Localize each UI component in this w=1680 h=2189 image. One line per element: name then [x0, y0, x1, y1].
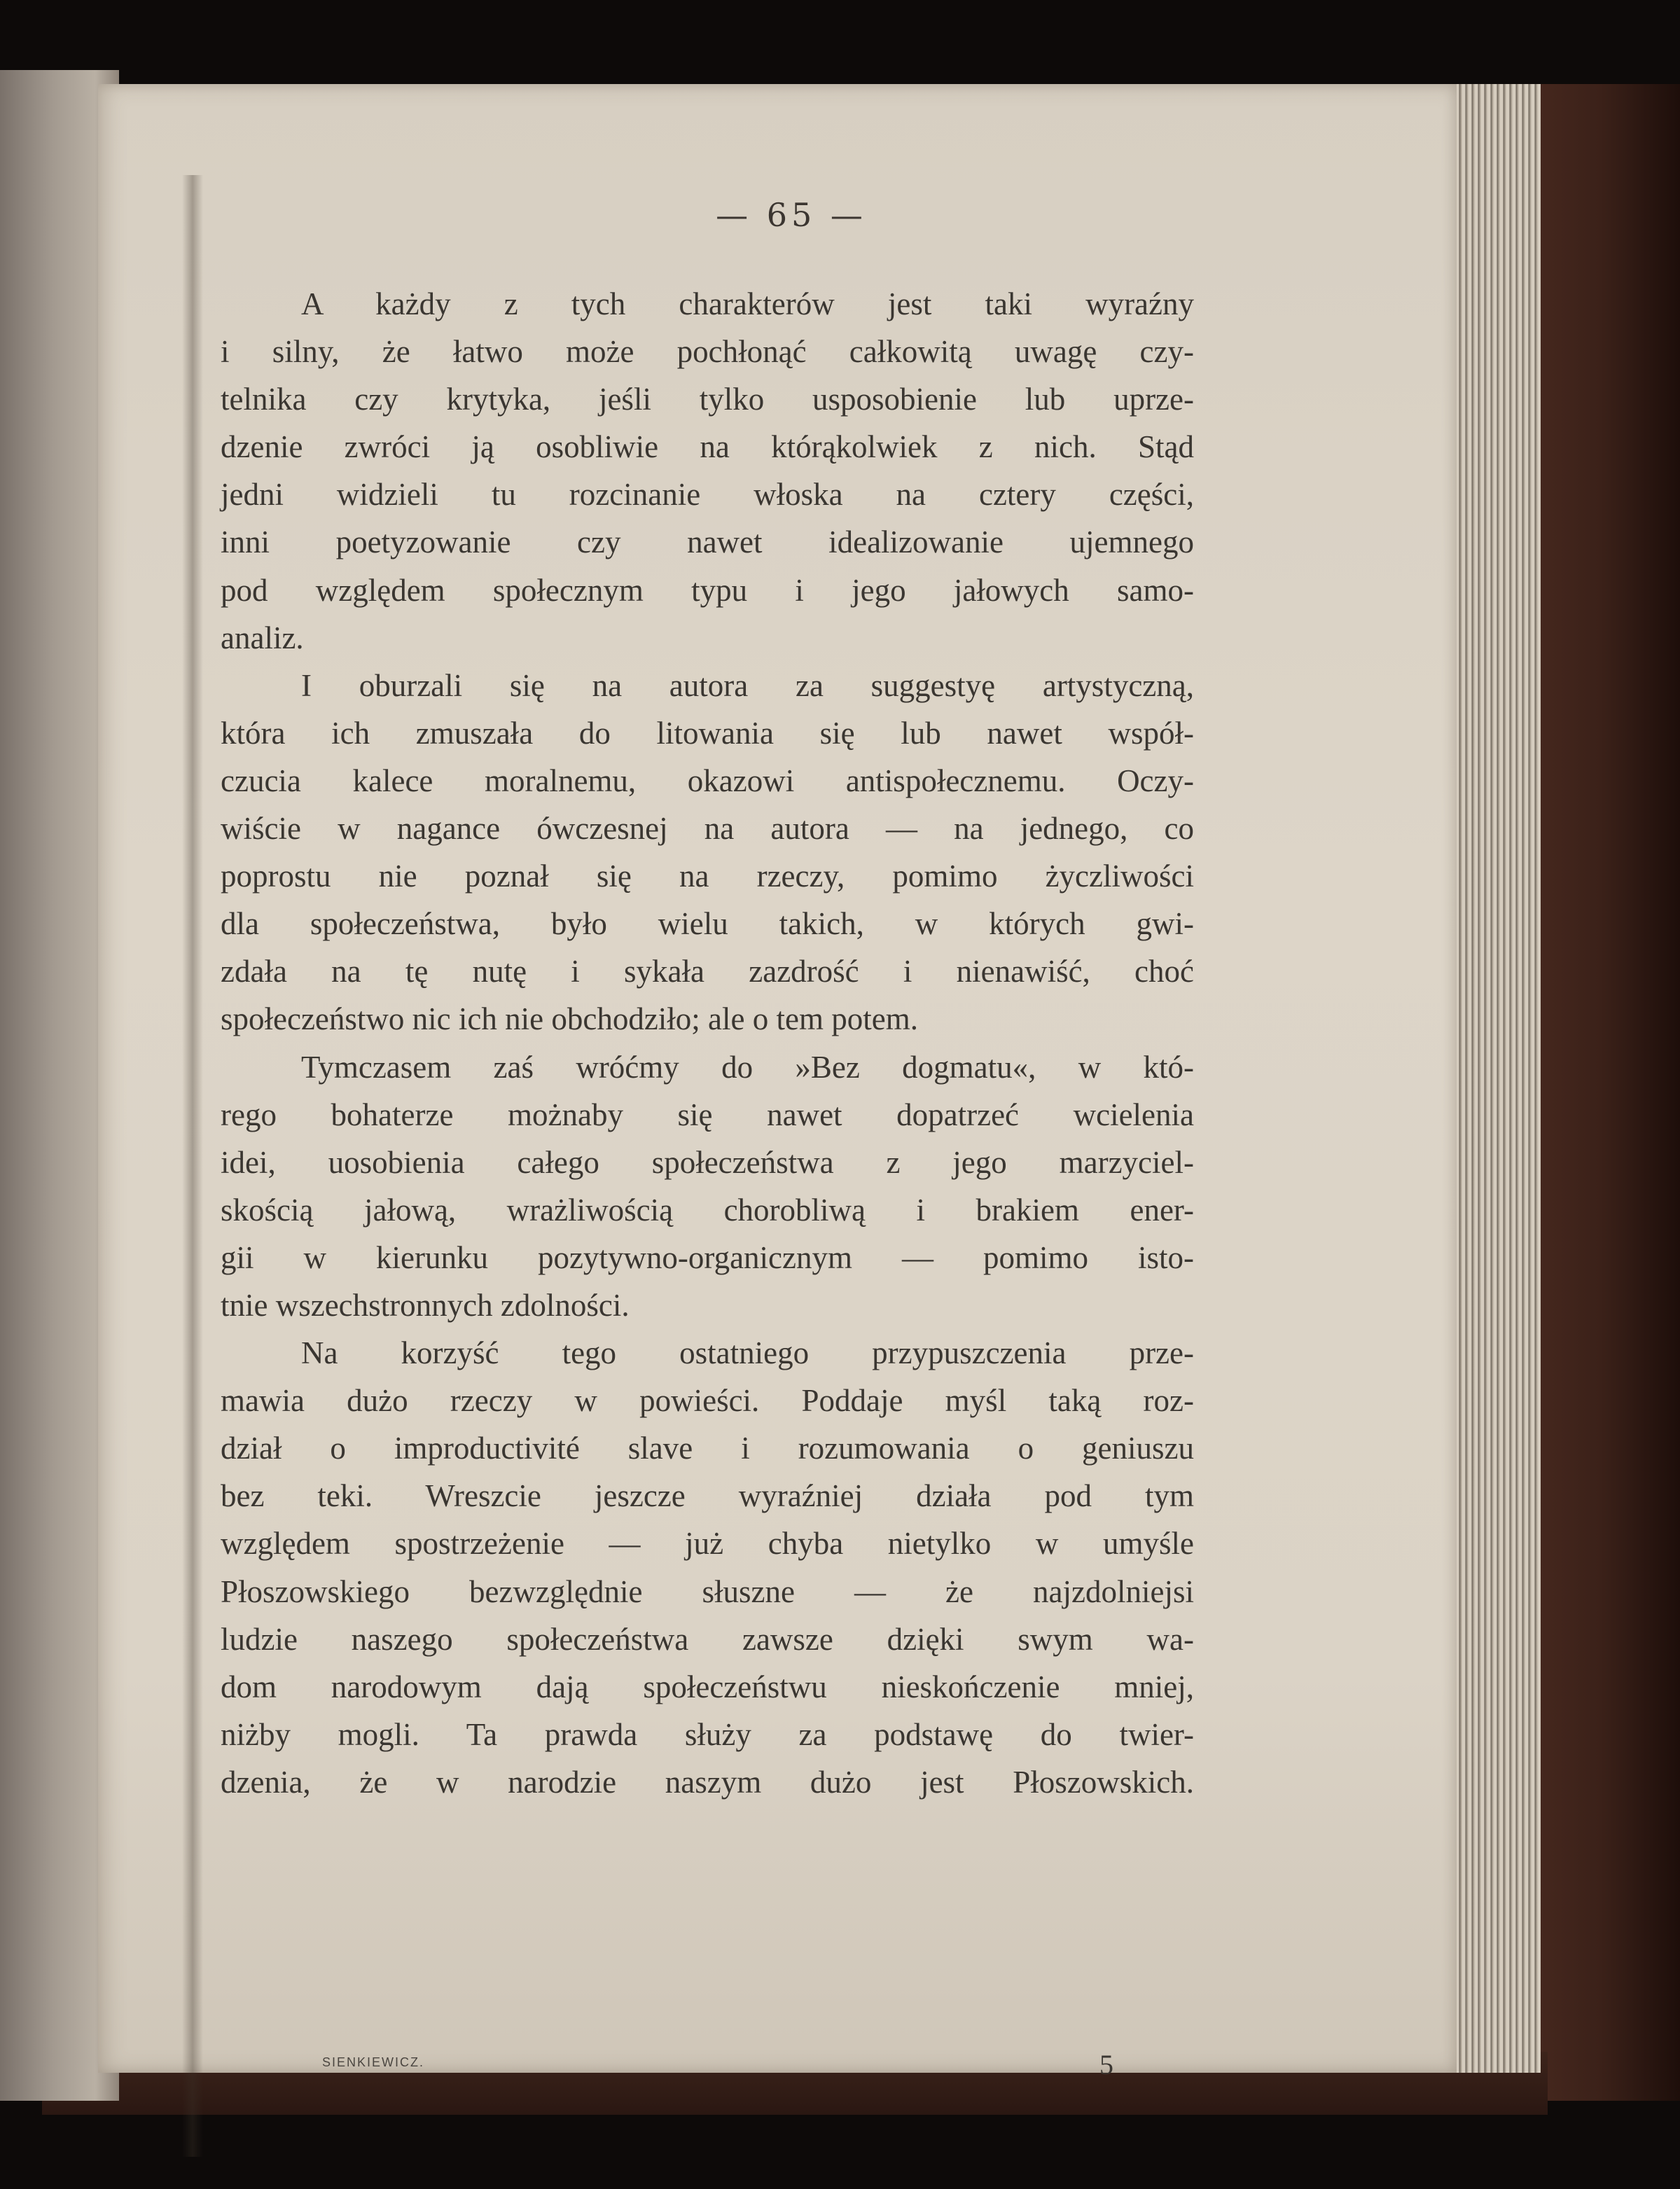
text-line: Na korzyść tego ostatniego przypuszczenia prze-: [301, 1335, 1194, 1371]
sheet-number: 5: [1099, 2049, 1113, 2080]
text-line: tnie wszechstronnych zdolności.: [221, 1287, 630, 1323]
text-line: A każdy z tych charakterów jest taki wyraźny: [301, 286, 1194, 321]
signature-mark: SIENKIEWICZ.: [322, 2055, 425, 2069]
body-text: [221, 280, 1194, 1806]
text-line: dom narodowym dają społeczeństwu nieskończenie mniej,: [221, 1669, 1194, 1704]
text-line: Tymczasem zaś wróćmy do »Bez dogmatu«, w któ-: [301, 1049, 1194, 1085]
text-line: jedni widzieli tu rozcinanie włoska na cztery części,: [221, 477, 1194, 513]
spine-shadow: [182, 175, 203, 2157]
text-line: wiście w nagance ówczesnej na autora — na jednego, co: [221, 811, 1194, 847]
text-line: zdała na tę nutę i sykała zazdrość i nienawiść, choć: [221, 954, 1194, 989]
text-line: społeczeństwo nic ich nie obchodziło; ale o tem potem.: [221, 1001, 918, 1037]
text-line: i silny, że łatwo może pochłonąć całkowitą uwagę czy-: [221, 334, 1194, 370]
text-line: niżby mogli. Ta prawda służy za podstawę do twier-: [221, 1716, 1194, 1752]
page-footer: [322, 2048, 1113, 2090]
text-line: bez teki. Wreszcie jeszcze wyraźniej działa pod tym: [221, 1478, 1194, 1514]
text-line: Płoszowskiego bezwzględnie słuszne — że najzdolniejsi: [221, 1573, 1194, 1609]
text-line: skością jałową, wrażliwością chorobliwą i brakiem ener-: [221, 1192, 1194, 1228]
text-line: względem spostrzeżenie — już chyba nietylko w umyśle: [221, 1526, 1194, 1562]
text-line: dla społeczeństwa, było wielu takich, w których gwi-: [221, 906, 1194, 942]
text-line: I oburzali się na autora za suggestyę artystyczną,: [301, 667, 1194, 703]
page-number: — 65 —: [716, 196, 867, 234]
text-line: gii w kierunku pozytywno-organicznym — pomimo isto-: [221, 1239, 1194, 1275]
text-line: rego bohaterze możnaby się nawet dopatrzeć wcielenia: [221, 1097, 1194, 1132]
text-line: poprostu nie poznał się na rzeczy, pomimo życzliwości: [221, 859, 1194, 894]
text-line: mawia dużo rzeczy w powieści. Poddaje myśl taką roz-: [221, 1383, 1194, 1419]
page-stack-edge: [1450, 84, 1541, 2073]
text-line: czucia kalece moralnemu, okazowi antispołecznemu. Oczy-: [221, 763, 1194, 798]
text-line: inni poetyzowanie czy nawet idealizowanie ujemnego: [221, 524, 1194, 560]
text-line: dzenie zwróci ją osobliwie na którąkolwiek z nich. Stąd: [221, 429, 1194, 465]
text-line: pod względem społecznym typu i jego jałowych samo-: [221, 572, 1194, 608]
text-line: dział o improductivité slave i rozumowania o geniuszu: [221, 1431, 1194, 1466]
text-line: dzenia, że w narodzie naszym dużo jest Płoszowskich.: [221, 1764, 1194, 1800]
text-line: idei, uosobienia całego społeczeństwa z jego marzyciel-: [221, 1144, 1194, 1180]
text-line: telnika czy krytyka, jeśli tylko usposobienie lub uprze-: [221, 382, 1194, 417]
text-line: analiz.: [221, 620, 304, 655]
text-line: ludzie naszego społeczeństwa zawsze dzięki swym wa-: [221, 1621, 1194, 1657]
text-line: która ich zmuszała do litowania się lub nawet współ-: [221, 715, 1194, 751]
